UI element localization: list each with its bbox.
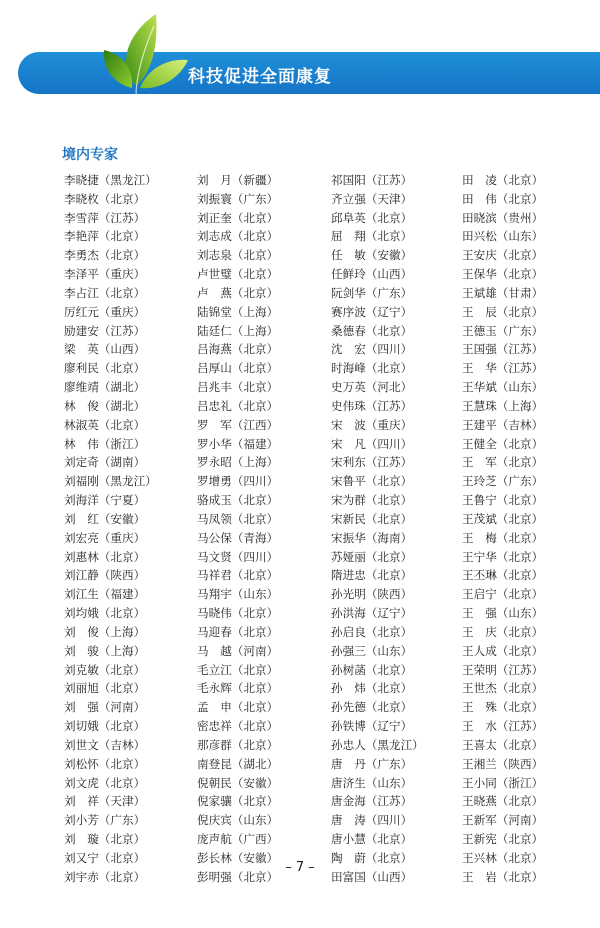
expert-entry: 王健全（北京） xyxy=(462,436,544,451)
expert-entry: 孙洪海（辽宁） xyxy=(331,606,413,621)
expert-entry: 毛永辉（北京） xyxy=(197,681,279,696)
expert-entry: 王人成（北京） xyxy=(462,643,544,658)
expert-entry: 宋新民（北京） xyxy=(331,511,413,526)
expert-entry: 刘志泉（北京） xyxy=(197,248,279,263)
expert-entry: 桑德春（北京） xyxy=(331,323,413,338)
expert-entry: 刘 骏（上海） xyxy=(64,643,146,658)
expert-entry: 李泽平（重庆） xyxy=(64,267,146,282)
expert-entry: 王喜太（北京） xyxy=(462,737,544,752)
expert-entry: 刘克敏（北京） xyxy=(64,662,146,677)
expert-entry: 庞声航（广西） xyxy=(197,831,279,846)
expert-entry: 王 岩（北京） xyxy=(462,869,544,884)
expert-entry: 王茂斌（北京） xyxy=(462,511,544,526)
expert-entry: 倪家骧（北京） xyxy=(197,794,279,809)
expert-list-column-2 xyxy=(197,171,278,886)
expert-entry: 王 梅（北京） xyxy=(462,530,544,545)
expert-entry: 罗 军（江西） xyxy=(197,417,279,432)
expert-entry: 李雪萍（江苏） xyxy=(64,210,146,225)
expert-entry: 罗增勇（四川） xyxy=(197,474,279,489)
expert-entry: 林 伟（浙江） xyxy=(64,436,146,451)
expert-entry: 宋 波（重庆） xyxy=(331,417,413,432)
expert-entry: 苏娅丽（北京） xyxy=(331,549,413,564)
section-title: 境内专家 xyxy=(62,147,118,163)
expert-entry: 王国强（江苏） xyxy=(462,342,544,357)
expert-entry: 刘 祥（天津） xyxy=(64,794,146,809)
expert-entry: 林淑英（北京） xyxy=(64,417,146,432)
expert-entry: 刘江生（福建） xyxy=(64,587,146,602)
expert-entry: 马文贤（四川） xyxy=(197,549,279,564)
expert-entry: 王湘兰（陕西） xyxy=(462,756,544,771)
expert-entry: 罗小华（福建） xyxy=(197,436,279,451)
expert-entry: 王 军（北京） xyxy=(462,455,544,470)
expert-entry: 王丕琳（北京） xyxy=(462,568,544,583)
expert-entry: 马 越（河南） xyxy=(197,643,279,658)
expert-entry: 刘惠林（北京） xyxy=(64,549,146,564)
expert-entry: 刘海洋（宁夏） xyxy=(64,493,146,508)
expert-entry: 唐 丹（广东） xyxy=(331,756,413,771)
page-number: – 7 – xyxy=(285,860,315,875)
expert-list-column-1 xyxy=(64,171,157,886)
expert-entry: 王斌雄（甘肃） xyxy=(462,285,544,300)
expert-entry: 刘切娥（北京） xyxy=(64,719,146,734)
leaf-logo-icon xyxy=(96,6,192,102)
expert-entry: 刘 俊（上海） xyxy=(64,624,146,639)
expert-entry: 刘宏亮（重庆） xyxy=(64,530,146,545)
expert-entry: 孟 申（北京） xyxy=(197,700,279,715)
expert-entry: 李晓捷（黑龙江） xyxy=(64,173,157,187)
expert-entry: 倪庆宾（山东） xyxy=(197,813,279,828)
expert-entry: 骆成玉（北京） xyxy=(197,493,279,508)
expert-entry: 王德玉（广东） xyxy=(462,323,544,338)
expert-entry: 罗永昭（上海） xyxy=(197,455,279,470)
expert-entry: 李勇杰（北京） xyxy=(64,248,146,263)
expert-list-column-3 xyxy=(331,171,424,886)
expert-entry: 王兴林（北京） xyxy=(462,850,544,865)
expert-list-column-4 xyxy=(462,171,543,886)
expert-entry: 刘 强（河南） xyxy=(64,700,146,715)
expert-entry: 王 殊（北京） xyxy=(462,700,544,715)
expert-entry: 那彦群（北京） xyxy=(197,737,279,752)
expert-entry: 王 华（江苏） xyxy=(462,361,544,376)
expert-entry: 刘定奇（湖南） xyxy=(64,455,146,470)
expert-entry: 彭明强（北京） xyxy=(197,869,279,884)
expert-entry: 唐小慧（北京） xyxy=(331,831,413,846)
expert-entry: 陆廷仁（上海） xyxy=(197,323,279,338)
expert-entry: 刘又宁（北京） xyxy=(64,850,146,865)
expert-entry: 刘志成（北京） xyxy=(197,229,279,244)
expert-entry: 沈 宏（四川） xyxy=(331,342,413,357)
page-header-title: 科技促进全面康复 xyxy=(188,67,332,87)
expert-entry: 廖维靖（湖北） xyxy=(64,380,146,395)
expert-entry: 李占江（北京） xyxy=(64,285,146,300)
expert-entry: 马祥君（北京） xyxy=(197,568,279,583)
expert-entry: 王慧珠（上海） xyxy=(462,398,544,413)
expert-entry: 彭长林（安徽） xyxy=(197,850,279,865)
expert-entry: 密忠祥（北京） xyxy=(197,719,279,734)
expert-entry: 倪朝民（安徽） xyxy=(197,775,279,790)
expert-entry: 刘世文（吉林） xyxy=(64,737,146,752)
expert-entry: 宋鲁平（北京） xyxy=(331,474,413,489)
expert-entry: 马迎春（北京） xyxy=(197,624,279,639)
expert-entry: 孙先德（北京） xyxy=(331,700,413,715)
expert-entry: 任 敏（安徽） xyxy=(331,248,413,263)
expert-entry: 刘宇赤（北京） xyxy=(64,869,146,884)
expert-entry: 邱阜英（北京） xyxy=(331,210,413,225)
expert-entry: 陆锦堂（上海） xyxy=(197,304,279,319)
expert-entry: 祁国阳（江苏） xyxy=(331,173,413,187)
expert-entry: 王宁华（北京） xyxy=(462,549,544,564)
expert-entry: 王 庆（北京） xyxy=(462,624,544,639)
expert-entry: 刘松怀（北京） xyxy=(64,756,146,771)
expert-entry: 毛立江（北京） xyxy=(197,662,279,677)
expert-entry: 宋 凡（四川） xyxy=(331,436,413,451)
expert-entry: 宋为群（北京） xyxy=(331,493,413,508)
expert-entry: 王保华（北京） xyxy=(462,267,544,282)
expert-entry: 王晓燕（北京） xyxy=(462,794,544,809)
expert-entry: 田富国（山西） xyxy=(331,869,413,884)
expert-entry: 田 凌（北京） xyxy=(462,173,544,187)
expert-entry: 王新军（河南） xyxy=(462,813,544,828)
expert-entry: 梁 英（山西） xyxy=(64,342,146,357)
expert-entry: 屈 翔（北京） xyxy=(331,229,413,244)
expert-entry: 马凤领（北京） xyxy=(197,511,279,526)
expert-entry: 刘均娥（北京） xyxy=(64,606,146,621)
expert-entry: 孙 炜（北京） xyxy=(331,681,413,696)
expert-entry: 廖利民（北京） xyxy=(64,361,146,376)
expert-entry: 孙强三（山东） xyxy=(331,643,413,658)
expert-entry: 王启宁（北京） xyxy=(462,587,544,602)
expert-entry: 陶 蔚（北京） xyxy=(331,850,413,865)
expert-entry: 王建平（吉林） xyxy=(462,417,544,432)
expert-entry: 李晓枚（北京） xyxy=(64,191,146,206)
expert-entry: 田 伟（北京） xyxy=(462,191,544,206)
expert-entry: 吕厚山（北京） xyxy=(197,361,279,376)
expert-entry: 卢 燕（北京） xyxy=(197,285,279,300)
expert-entry: 王荣明（江苏） xyxy=(462,662,544,677)
expert-entry: 吕兆丰（北京） xyxy=(197,380,279,395)
expert-entry: 唐济生（山东） xyxy=(331,775,413,790)
expert-entry: 田兴松（山东） xyxy=(462,229,544,244)
expert-entry: 史伟珠（江苏） xyxy=(331,398,413,413)
expert-entry: 卢世璧（北京） xyxy=(197,267,279,282)
expert-entry: 王玲芝（广东） xyxy=(462,474,544,489)
expert-entry: 唐 涛（四川） xyxy=(331,813,413,828)
expert-entry: 史万英（河北） xyxy=(331,380,413,395)
expert-entry: 王鲁宁（北京） xyxy=(462,493,544,508)
expert-entry: 吕忠礼（北京） xyxy=(197,398,279,413)
expert-entry: 马公保（青海） xyxy=(197,530,279,545)
expert-entry: 唐金海（江苏） xyxy=(331,794,413,809)
expert-entry: 隋进忠（北京） xyxy=(331,568,413,583)
expert-entry: 刘丽旭（北京） xyxy=(64,681,146,696)
expert-entry: 南登昆（湖北） xyxy=(197,756,279,771)
expert-entry: 林 俊（湖北） xyxy=(64,398,146,413)
expert-entry: 王 水（江苏） xyxy=(462,719,544,734)
expert-entry: 田晓滨（贵州） xyxy=(462,210,544,225)
expert-entry: 刘文虎（北京） xyxy=(64,775,146,790)
expert-entry: 王小同（浙江） xyxy=(462,775,544,790)
expert-entry: 阮剑华（广东） xyxy=(331,285,413,300)
expert-entry: 宋利东（江苏） xyxy=(331,455,413,470)
expert-entry: 王新宪（北京） xyxy=(462,831,544,846)
expert-entry: 时海峰（北京） xyxy=(331,361,413,376)
expert-entry: 厉红元（重庆） xyxy=(64,304,146,319)
expert-entry: 孙树菡（北京） xyxy=(331,662,413,677)
expert-entry: 刘正奎（北京） xyxy=(197,210,279,225)
expert-entry: 刘振寰（广东） xyxy=(197,191,279,206)
expert-entry: 孙铁博（辽宁） xyxy=(331,719,413,734)
expert-entry: 赛序波（辽宁） xyxy=(331,304,413,319)
expert-entry: 吕海燕（北京） xyxy=(197,342,279,357)
expert-entry: 宋振华（海南） xyxy=(331,530,413,545)
expert-entry: 任鲜玲（山西） xyxy=(331,267,413,282)
expert-entry: 孙忠人（黑龙江） xyxy=(331,737,424,752)
expert-entry: 王 强（山东） xyxy=(462,606,544,621)
expert-entry: 齐立强（天津） xyxy=(331,191,413,206)
expert-entry: 励建安（江苏） xyxy=(64,323,146,338)
expert-entry: 刘 月（新疆） xyxy=(197,173,279,187)
expert-entry: 马晓伟（北京） xyxy=(197,606,279,621)
expert-entry: 李艳萍（北京） xyxy=(64,229,146,244)
expert-entry: 刘 红（安徽） xyxy=(64,511,146,526)
expert-entry: 马翔宇（山东） xyxy=(197,587,279,602)
expert-entry: 孙启良（北京） xyxy=(331,624,413,639)
expert-entry: 刘小芳（广东） xyxy=(64,813,146,828)
expert-entry: 王世杰（北京） xyxy=(462,681,544,696)
expert-entry: 王安庆（北京） xyxy=(462,248,544,263)
expert-entry: 刘 璇（北京） xyxy=(64,831,146,846)
expert-entry: 刘江静（陕西） xyxy=(64,568,146,583)
expert-entry: 王 辰（北京） xyxy=(462,304,544,319)
expert-entry: 孙光明（陕西） xyxy=(331,587,413,602)
expert-entry: 刘福刚（黑龙江） xyxy=(64,474,157,489)
expert-entry: 王华斌（山东） xyxy=(462,380,544,395)
